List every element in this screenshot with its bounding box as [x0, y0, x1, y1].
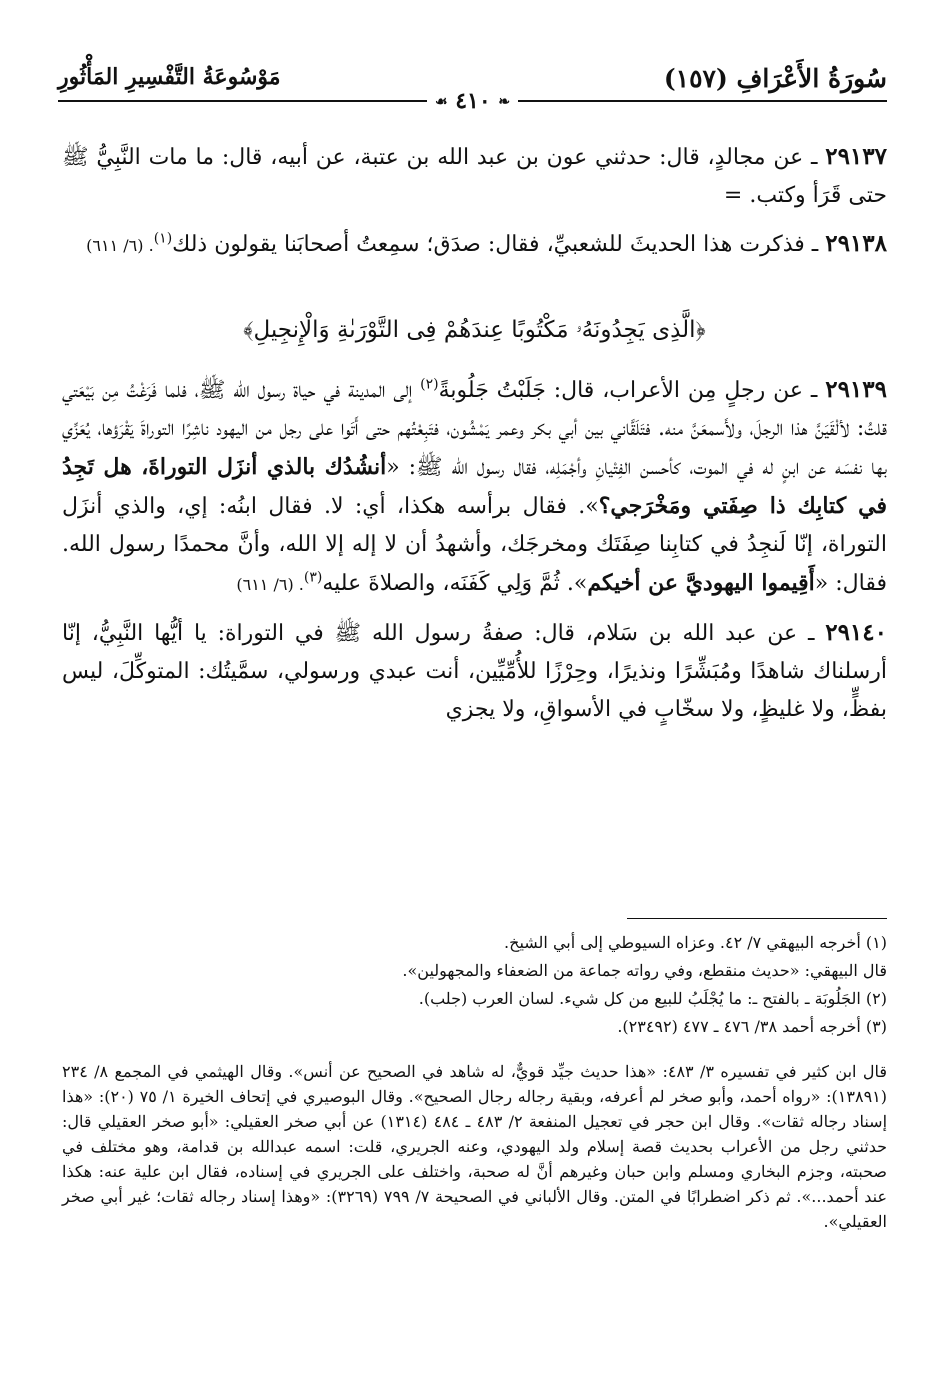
hadith-quote: أنشُدُك بالذي أنزَل التوراةَ، هل تَجِدُ في كتابِك ذا صِفَتي ومَخْرَجي؟	[62, 454, 887, 519]
entry-number: ٢٩١٤٠	[825, 619, 887, 646]
quran-verse-heading: ﴿الَّذِى يَجِدُونَهُۥ مَكْتُوبًا عِندَهُمْ فِى التَّوْرَىٰةِ وَالْإِنجِيلِ﴾	[243, 317, 706, 343]
page-number: ❧ ٤١٠ ☙	[427, 88, 518, 114]
volume-ref: . (٦/ ٦١١)	[236, 575, 304, 594]
ornament-icon: ☙	[434, 94, 448, 110]
footnote-1-cont: قال البيهقي: «حديث منقطع، وفي رواته جماعة من الضعفاء والمجهولين».	[402, 961, 887, 980]
entry-number: ٢٩١٣٧	[825, 143, 887, 170]
entry-number: ٢٩١٣٩	[825, 376, 887, 403]
entry-29138	[62, 225, 887, 265]
footnote-1: (١) أخرجه البيهقي ٧/ ٤٢. وعزاه السيوطي إلى أبي الشيخ.	[504, 933, 887, 952]
book-title: مَوْسُوعَةُ التَّفْسِيرِ المَأْثُورِ	[58, 64, 281, 90]
ornament-icon: ❧	[498, 94, 511, 110]
footnote-ref: (٢)	[420, 376, 439, 393]
entry-text: ـ عن عبد الله بن سَلام، قال: صفةُ رسول الله ﷺ في التوراة: يا أيُّها النَّبِيُّ، إنّا أرسلناك شاهدًا ومُبَشِّرًا ونذيرًا، وحِرْزًا للأُمِّيِّين، أنت عبدي ورسولي، سمَّيتُك: المتوكِّلَ، ليس بفظٍّ، ولا غليظٍ، ولا سخّابٍ في الأسواقِ، ولا يجزي	[62, 621, 887, 722]
footnote-ref: (٣)	[303, 569, 323, 586]
footnote-divider	[627, 918, 887, 919]
entry-number: ٢٩١٣٨	[825, 230, 887, 257]
hadith-quote: أَقِيموا اليهوديَّ عن أخيكم	[587, 570, 815, 596]
footnote-ref: (١)	[153, 230, 173, 247]
entry-29139: ٢٩١٣٩ ـ عن رجلٍ مِن الأعراب، قال: جَلَبْتُ جَلُوبةً$^{(٢)}$ إلى المدينة في حياة رسول الله ﷺ، فلما فَرَغْتُ مِن بَيْعَتي قلتُ: لألْقَيَنَّ هذا الرجلَ، ولأَسمعَنَّ منه. فتَلَقَّاني بين أبي بكر وعمر يَمْشُون، فتَبِعْتُهم حتى أَتَوا على رجل من اليهود ناشِرًا التوراةَ يَقْرَؤها، يُعَزِّي بها نفسَه عن ابنٍ له في الموت، كأحسن الفِتْيانِ وأجْمَلِه، فقال رسول الله ﷺ: «أنشُدُك بالذي أنزَل التوراةَ، هل تَجِدُ في كتابِك ذا صِفَتي ومَخْرَجي؟». فقال برأسه هكذا، أي: لا. فقال ابنُه: إي، والذي أنزَل التوراة، إنّا لَنجِدُ في كتابِنا صِفَتَك ومخرجَك، وأشهدُ أن لا إله إلا الله، وأنَّ محمدًا رسول الله. فقال: «أَقِيموا اليهوديَّ عن أخيكم». ثُمَّ وَلِي كَفَنَه، والصلاةَ عليه$^{(٣)}$. (٦/ ٦١١)	[62, 376, 887, 596]
entry-29140	[62, 614, 887, 729]
entry-29137	[62, 138, 887, 215]
footnotes	[62, 930, 887, 1237]
main-text	[62, 138, 887, 739]
surah-title: سُورَةُ الأَعْرَافِ (١٥٧)	[663, 64, 887, 93]
entry-text: ـ فذكرت هذا الحديثَ للشعبيِّ، فقال: صدَق؛ سمِعتُ أصحابَنا يقولون ذلك	[172, 232, 826, 257]
footnote-2: (٢) الجَلُوبَة ـ بالفتح ـ: ما يُجْلَبُ للبيع من كل شيء. لسان العرب (جلب).	[418, 989, 887, 1008]
footnote-3: (٣) أخرجه أحمد ٣٨/ ٤٧٦ ـ ٤٧٧ (٢٣٤٩٢).	[617, 1017, 887, 1036]
footnote-3-cont: قال ابن كثير في تفسيره ٣/ ٤٨٣: «هذا حديث جيِّد قويٌّ، له شاهد في الصحيح عن أنس». وقال الهيثمي في المجمع ٨/ ٢٣٤ (١٣٨٩١): «رواه أحمد، وأبو صخر لم أعرفه، وبقية رجاله رجال الصحيح». وقال البوصيري في إتحاف الخيرة ١/ ٧٥ (٢٠): «هذا إسناد رجاله ثقات». وقال ابن حجر في تعجيل المنفعة ٢/ ٤٨٣ ـ ٤٨٤ (١٣١٤) عن أبي صخر العقيلي: «أبو صخر العقيلي قال: حدثني رجل من الأعراب بحديث قصة إسلام ولد اليهودي، وعنه الجريري، قلت: اسمه عبدالله بن قدامة، وهو مختلف في صحبته، وجزم البخاري ومسلم وابن حبان وغيرهم أنَّ له صحبة، واختلف على الجريري في إسناده، فقال ابن علية عنه: هكذا عند أحمد...». ثم ذكر اضطرابًا في المتن. وقال الألباني في الصحيحة ٧/ ٧٩٩ (٣٢٦٩): «وهذا إسناد رجاله ثقات؛ غير أبي صخر العقيلي».	[62, 1062, 888, 1231]
volume-ref: . (٦/ ٦١١)	[86, 236, 154, 255]
entry-text: ـ عن مجالدٍ، قال: حدثني عون بن عبد الله بن عتبة، عن أبيه، قال: ما مات النَّبِيُّ ﷺ حتى قَرَأ وكتب. =	[62, 145, 887, 208]
